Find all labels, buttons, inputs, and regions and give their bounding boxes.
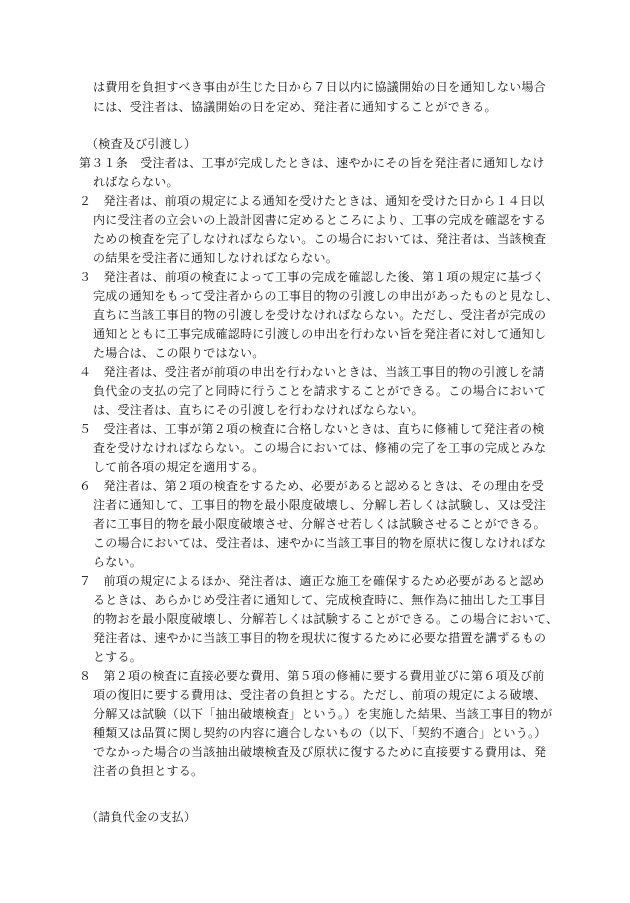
intro-line-2: には、受注者は、協議開始の日を定め、発注者に通知することができる。: [93, 100, 497, 114]
heading-inspection-and-delivery: （検査及び引渡し）: [86, 137, 197, 151]
article-31-line-1: 第３１条 受注者は、工事が完成したときは、速やかにその旨を発注者に通知しなけ: [79, 156, 545, 170]
paragraph-8-line-6: 注者の負担とする。: [93, 764, 204, 778]
paragraph-8-line-4: 種類又は品質に関し契約の内容に適合しないもの（以下、「契約不適合」という。）: [93, 726, 547, 740]
paragraph-4-line-3: は、受注者は、直ちにその引渡しを行わなければならない。: [93, 403, 424, 417]
paragraph-7-line-2: るときは、あらかじめ受注者に通知して、完成検査時に、無作為に抽出した工事目: [93, 593, 547, 607]
paragraph-6-line-4: この場合においては、受注者は、速やかに当該工事目的物を原状に復しなければな: [93, 536, 547, 550]
paragraph-5-line-2: 査を受けなければならない。この場合においては、修補の完了を工事の完成とみな: [93, 441, 547, 455]
paragraph-6-line-3: 者に工事目的物を最小限度破壊させ、分解させ若しくは試験させることができる。: [93, 517, 546, 531]
intro-line-1: は費用を負担すべき事由が生じた日から７日以内に協議開始の日を通知しない場合: [93, 80, 547, 94]
paragraph-5-line-1: ５ 受注者は、工事が第２項の検査に合格しないときは、直ちに修補して発注者の検: [79, 422, 545, 436]
paragraph-6-line-5: らない。: [93, 555, 143, 569]
paragraph-8-line-3: 分解又は試験（以下「抽出破壊検査」という。）を実施した結果、当該工事目的物が: [93, 707, 553, 721]
paragraph-4-line-1: ４ 発注者は、受注者が前項の申出を行わないときは、当該工事目的物の引渡しを請: [79, 365, 545, 379]
paragraph-8-line-1: ８ 第２項の検査に直接必要な費用、第５項の修補に要する費用並びに第６項及び前: [79, 669, 545, 683]
paragraph-3-line-4: 通知とともに工事完成確認時に引渡しの申出を行わない旨を発注者に対して通知し: [93, 327, 547, 341]
paragraph-6-line-2: 注者に通知して、工事目的物を最小限度破壊し、分解し若しくは試験し、又は受注: [93, 498, 547, 512]
paragraph-2-line-3: ための検査を完了しなければならない。この場合においては、発注者は、当該検査: [93, 232, 547, 246]
paragraph-3-line-1: ３ 発注者は、前項の検査によって工事の完成を確認した後、第１項の規定に基づく: [79, 270, 545, 284]
paragraph-3-line-5: た場合は、この限りではない。: [93, 346, 265, 360]
paragraph-8-line-2: 項の復旧に要する費用は、受注者の負担とする。ただし、前項の規定による破壊、: [93, 688, 547, 702]
paragraph-7-line-1: ７ 前項の規定によるほか、発注者は、適正な施工を確保するため必要があると認め: [79, 574, 545, 588]
paragraph-6-line-1: ６ 発注者は、第２項の検査をするため、必要があると認めるときは、その理由を受: [79, 479, 545, 493]
paragraph-2-line-1: ２ 発注者は、前項の規定による通知を受けたときは、通知を受けた日から１４日以: [79, 194, 545, 208]
paragraph-8-line-5: でなかった場合の当該抽出破壊検査及び原状に復するために直接要する費用は、発: [93, 745, 547, 759]
paragraph-5-line-3: して前各項の規定を適用する。: [93, 460, 265, 474]
heading-contract-price-payment: （請負代金の支払）: [86, 810, 197, 824]
paragraph-4-line-2: 負代金の支払の完了と同時に行うことを請求することができる。この場合において: [93, 384, 547, 398]
paragraph-3-line-3: 直ちに当該工事目的物の引渡しを受けなければならない。ただし、受注者が完成の: [93, 308, 547, 322]
paragraph-7-line-5: とする。: [93, 650, 143, 664]
paragraph-2-line-2: 内に受注者の立会いの上設計図書に定めるところにより、工事の完成を確認をする: [93, 213, 547, 227]
paragraph-3-line-2: 完成の通知をもって受注者からの工事目的物の引渡しの申出があったものと見なし、: [93, 289, 559, 303]
article-31-line-2: ればならない。: [93, 175, 179, 189]
paragraph-7-line-3: 的物おを最小限度破壊し、分解若しくは試験することができる。この場合において、: [93, 612, 559, 626]
paragraph-2-line-4: の結果を受注者に通知しなければならない。: [93, 251, 339, 265]
paragraph-7-line-4: 発注者は、速やかに当該工事目的物を現状に復するために必要な措置を講ずるもの: [93, 631, 547, 645]
